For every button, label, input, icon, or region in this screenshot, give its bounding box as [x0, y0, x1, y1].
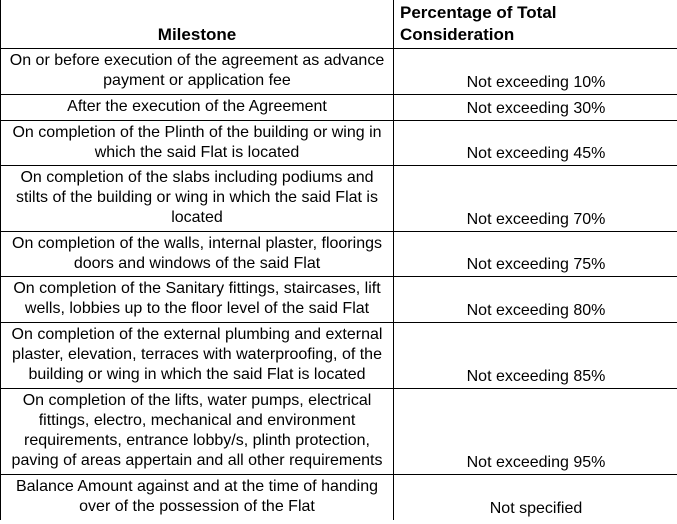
table-row — [1, 165, 677, 231]
percentage-cell: Not exceeding 95% — [394, 388, 677, 474]
table-row — [1, 388, 677, 474]
milestone-cell: On or before execution of the agreement as advance payment or application fee — [1, 48, 394, 94]
percentage-cell: Not exceeding 45% — [394, 120, 677, 165]
table-header-row — [1, 0, 677, 48]
percentage-cell: Not exceeding 75% — [394, 231, 677, 276]
milestone-column-header: Milestone — [1, 0, 394, 48]
table-row — [1, 276, 677, 322]
milestone-cell: Balance Amount against and at the time of handing over of the possession of the Flat — [1, 474, 394, 520]
percentage-header-line2: Consideration — [400, 24, 515, 44]
percentage-cell: Not specified — [394, 474, 677, 520]
milestone-cell: On completion of the Plinth of the building or wing in which the said Flat is located — [1, 120, 394, 165]
milestone-cell: On completion of the slabs including podiums and stilts of the building or wing in which the said Flat is located — [1, 165, 394, 231]
percentage-cell: Not exceeding 80% — [394, 276, 677, 322]
percentage-header-line1: Percentage of Total — [400, 2, 557, 22]
percentage-cell: Not exceeding 85% — [394, 322, 677, 388]
table-row — [1, 48, 677, 94]
percentage-cell: Not exceeding 10% — [394, 48, 677, 94]
milestone-cell: On completion of the lifts, water pumps, electrical fittings, electro, mechanical and environment requirements, entrance lobby/s, plinth protection, paving of areas appertain and all other requirements — [1, 388, 394, 474]
table-row — [1, 231, 677, 276]
table-row — [1, 120, 677, 165]
milestone-cell: On completion of the external plumbing and external plaster, elevation, terraces with waterproofing, of the building or wing in which the said Flat is located — [1, 322, 394, 388]
percentage-cell: Not exceeding 30% — [394, 94, 677, 120]
table-row — [1, 94, 677, 120]
percentage-cell: Not exceeding 70% — [394, 165, 677, 231]
percentage-column-header — [394, 0, 677, 48]
table-row — [1, 322, 677, 388]
table-row — [1, 474, 677, 520]
milestone-cell: On completion of the walls, internal plaster, floorings doors and windows of the said Flat — [1, 231, 394, 276]
milestone-cell: After the execution of the Agreement — [1, 94, 394, 120]
milestone-cell: On completion of the Sanitary fittings, staircases, lift wells, lobbies up to the floor level of the said Flat — [1, 276, 394, 322]
